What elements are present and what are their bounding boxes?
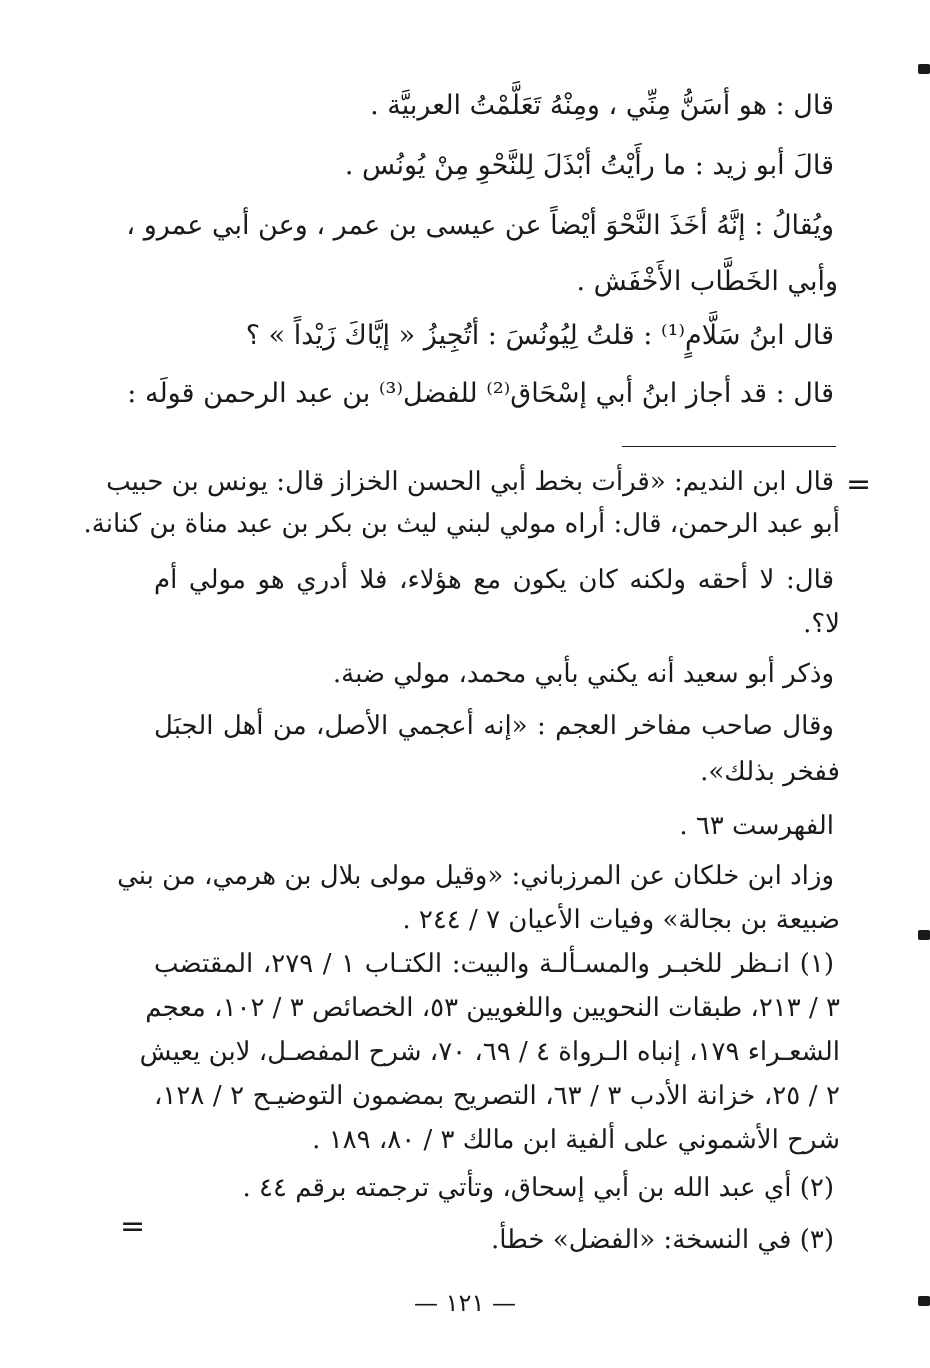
footnote-line: شرح الأشموني على ألفية ابن مالك ٣ / ٨٠، ١٨٩ . (312, 1125, 840, 1155)
note-line: قال: لا أحقه ولكنه كان يكون مع هؤلاء، فلا أدري هو مولي أم (154, 565, 834, 595)
main-line: وأبي الخَطَّاب الأَخْفَش . (576, 266, 838, 297)
scan-edge-mark (918, 64, 930, 74)
main-line: قال ابنُ سَلَّامٍ⁽¹⁾ : قلتُ لِيُونُسَ : أتُجِيزُ « إيَّاكَ زَيْداً » ؟ (245, 320, 834, 351)
main-line: ويُقالُ : إنَّهُ أخَذَ النَّحْوَ أيْضاً عن عيسى بن عمر ، وعن أبي عمرو ، (126, 210, 834, 241)
main-line: قال : قد أجاز ابنُ أبي إسْحَاق⁽²⁾ للفضل⁽³⁾ بن عبد الرحمن قولَه : (127, 378, 834, 409)
footnote-separator (622, 446, 836, 447)
note-line: ففخر بذلك». (700, 757, 840, 787)
footnote-line: ٢ / ٢٥، خزانة الأدب ٣ / ٦٣، التصريح بمضمون التوضيـح ٢ / ١٢٨، (154, 1081, 841, 1111)
note-line: ضبيعة بن بجالة» وفيات الأعيان ٧ / ٢٤٤ . (402, 905, 840, 935)
note-line: وذكر أبو سعيد أنه يكني بأبي محمد، مولي ضبة. (332, 659, 834, 689)
main-line: قالَ أبو زيد : ما رأَيْتُ أبْذَلَ لِلنَّحْوِ مِنْ يُونُس . (344, 150, 834, 181)
footnote-line: (٣) في النسخة: «الفضل» خطأ. (490, 1225, 834, 1255)
scan-edge-mark (918, 1296, 930, 1306)
continuation-mark: = (120, 1209, 146, 1244)
note-line: قال ابن النديم: «قرأت بخط أبي الحسن الخزاز قال: يونس بن حبيب (106, 467, 834, 497)
note-line: لا؟. (803, 609, 840, 639)
footnote-line: (٢) أي عبد الله بن أبي إسحاق، وتأتي ترجمته برقم ٤٤ . (242, 1173, 834, 1203)
continuation-mark: = (846, 467, 872, 502)
footnote-line: الشعـراء ١٧٩، إنباه الـرواة ٤ / ٦٩، ٧٠، شرح المفصـل، لابن يعيش (139, 1037, 840, 1067)
footnote-line: (١) انـظر للخبـر والمسـألـة والبيت: الكتـاب ١ / ٢٧٩، المقتضب (154, 949, 834, 979)
page-number: — ١٢١ — (414, 1289, 516, 1317)
scan-edge-mark (918, 930, 930, 940)
footnote-line: ٣ / ٢١٣، طبقات النحويين واللغويين ٥٣، الخصائص ٣ / ١٠٢، معجم (145, 993, 840, 1023)
note-line: أبو عبد الرحمن، قال: أراه مولي لبني ليث بن بكر بن عبد مناة بن كنانة. (83, 509, 840, 539)
main-line: قال : هو أسَنُّ مِنِّي ، ومِنْهُ تَعَلَّمْتُ العربيَّة . (370, 90, 834, 121)
note-line: وقال صاحب مفاخر العجم : «إنه أعجمي الأصل، من أهل الجبَل (154, 711, 834, 741)
note-line: وزاد ابن خلكان عن المرزباني: «وقيل مولى بلال بن هرمي، من بني (117, 861, 834, 891)
note-line: الفهرست ٦٣ . (679, 811, 834, 841)
